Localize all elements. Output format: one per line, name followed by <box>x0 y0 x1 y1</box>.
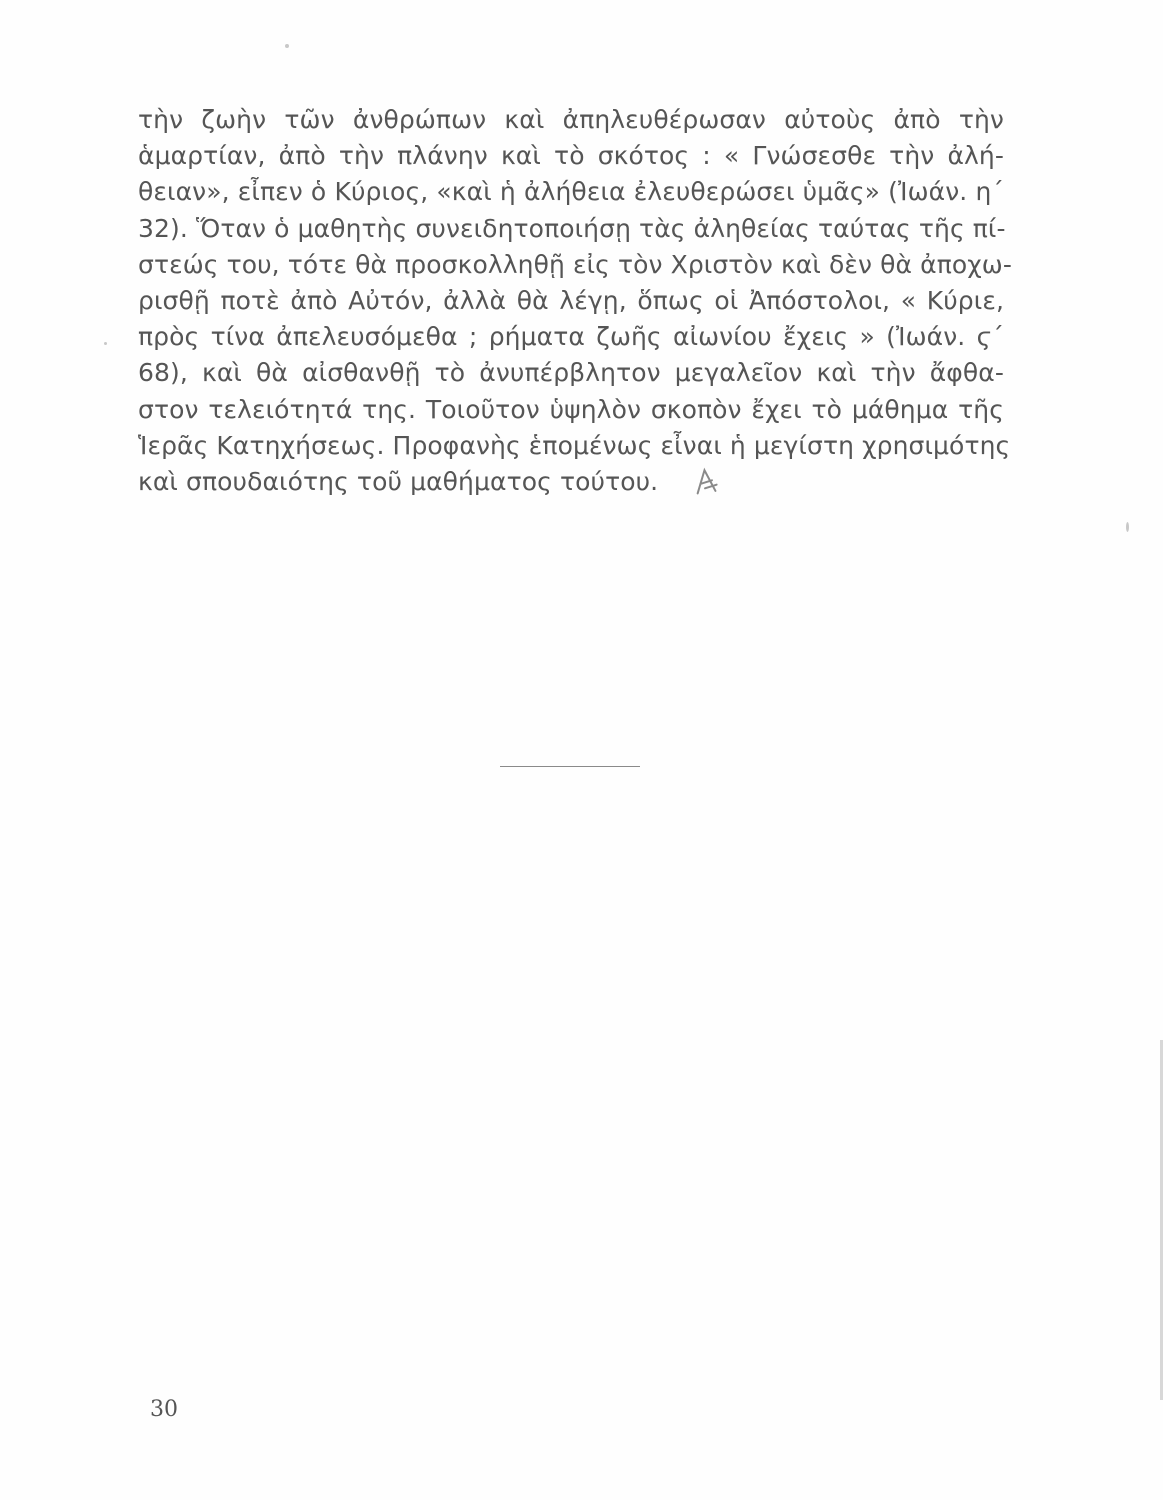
text-line-6: ρισθῇ ποτὲ ἀπὸ Αὐτόν, ἀλλὰ θὰ λέγῃ, ὅπως οἱ Ἀπόστολοι, « Κύριε, <box>138 285 1004 315</box>
text-line-7: πρὸς τίνα ἀπελευσόμεθα ; ρήματα ζωῆς αἰωνίου ἔχεις » (Ἰωάν. ϛ΄ <box>138 322 1004 352</box>
paper-speck <box>1126 522 1129 532</box>
body-text <box>138 102 1012 500</box>
handwritten-mark-icon <box>690 464 724 498</box>
text-line-1: τὴν ζωὴν τῶν ἀνθρώπων καὶ ἀπηλευθέρωσαν αὐτοὺς ἀπὸ τὴν <box>138 105 1004 134</box>
text-line-5: στεώς του, τότε θὰ προσκολληθῇ εἰς τὸν Χριστὸν καὶ δὲν θὰ ἀποχω- <box>138 249 1012 279</box>
text-line-4: 32). Ὅταν ὁ μαθητὴς συνειδητοποιήσῃ τὰς ἀληθείας ταύτας τῆς πί- <box>138 213 1006 243</box>
text-line-10: Ἱερᾶς Κατηχήσεως. Προφανὴς ἑπομένως εἶναι ἡ μεγίστη χρησιμότης <box>138 430 1011 460</box>
text-line-9: στον τελειότητά της. Τοιοῦτον ὑψηλὸν σκοπὸν ἔχει τὸ μάθημα τῆς <box>138 394 1004 424</box>
text-line-3: θειαν», εἶπεν ὁ Κύριος, «καὶ ἡ ἀλήθεια ἐλευθερώσει ὑμᾶς» (Ἰωάν. η΄ <box>138 177 1004 207</box>
text-line-11: καὶ σπουδαιότης τοῦ μαθήματος τούτου. <box>138 466 659 496</box>
text-line-8: 68), καὶ θὰ αἰσθανθῇ τὸ ἀνυπέρβλητον μεγαλεῖον καὶ τὴν ἄφθα- <box>138 358 1004 388</box>
section-divider <box>500 766 640 767</box>
paper-speck <box>104 342 107 345</box>
page-number: 30 <box>150 1397 178 1422</box>
text-line-2: ἁμαρτίαν, ἀπὸ τὴν πλάνην καὶ τὸ σκότος : « Γνώσεσθε τὴν ἀλή- <box>138 141 1004 171</box>
paper-speck <box>285 44 289 48</box>
